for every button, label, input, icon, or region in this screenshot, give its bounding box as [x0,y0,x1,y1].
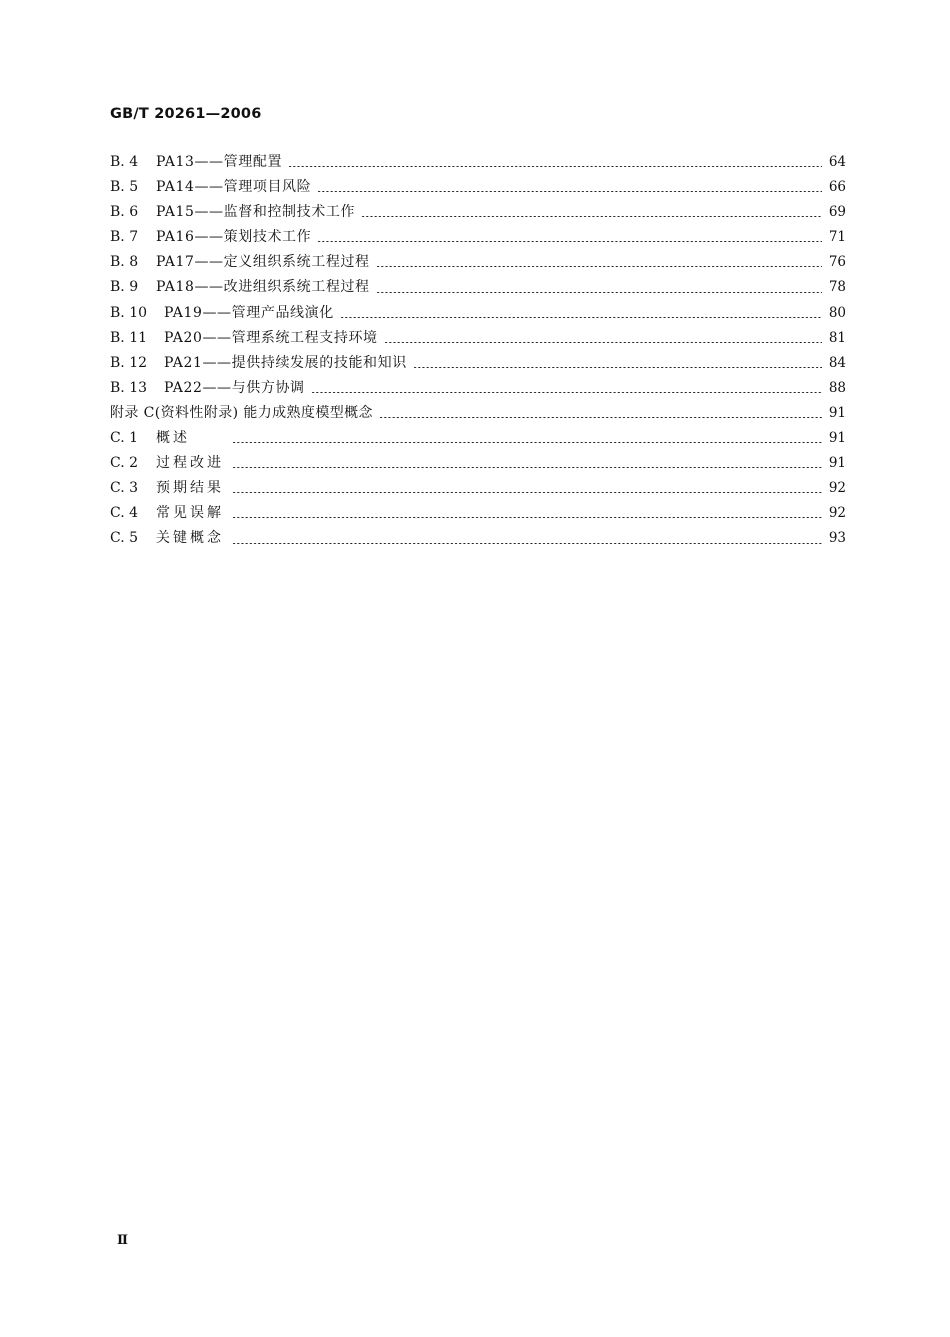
dot-leader [379,417,822,418]
toc-entry-c1[interactable] [110,426,846,451]
dot-leader [288,166,822,167]
toc-entry-title: PA20——管理系统工程支持环境 [164,329,378,346]
toc-entry-c4[interactable] [110,501,846,526]
toc-entry-title: PA14——管理项目风险 [156,179,312,196]
toc-entry-page: 66 [828,179,846,196]
dot-leader [361,216,822,217]
toc-entry-title: PA18——改进组织系统工程过程 [156,279,370,296]
dot-leader [413,367,822,368]
toc-entry-c5[interactable] [110,526,846,551]
toc-entry-title: 过程改进 [156,455,224,472]
toc-entry-title: PA13——管理配置 [156,154,283,170]
page-number-roman: Ⅱ [117,1233,128,1248]
dot-leader [384,342,822,343]
standard-number-header: GB/T 20261—2006 [110,106,262,122]
toc-entry-b8[interactable] [110,250,846,275]
toc-entry-number: C. 1 [110,430,139,447]
toc-entry-page: 93 [828,530,846,547]
toc-entry-page: 81 [828,329,846,346]
dot-leader [376,292,822,293]
dot-leader [317,191,822,192]
dot-leader [232,467,822,468]
dot-leader [340,317,822,318]
toc-entry-b13[interactable] [110,376,846,401]
toc-entry-title: PA22——与供方协调 [164,379,305,396]
toc-entry-title: PA17——定义组织系统工程过程 [156,254,370,271]
dot-leader [232,543,822,544]
toc-entry-page: 78 [828,279,846,296]
toc-entry-page: 76 [828,254,846,271]
toc-entry-number: C. 2 [110,455,139,472]
toc-entry-page: 92 [828,505,846,522]
toc-entry-appendix-c[interactable] [110,401,846,426]
toc-entry-page: 88 [828,379,846,396]
toc-entry-page: 92 [828,480,846,497]
toc-entry-title: 预期结果 [156,480,224,497]
table-of-contents [110,150,846,552]
toc-entry-b4[interactable] [110,150,846,175]
toc-entry-page: 91 [828,404,846,421]
toc-entry-page: 84 [828,354,846,371]
toc-entry-number: B. 8 [110,254,139,271]
dot-leader [311,392,822,393]
toc-entry-b11[interactable] [110,326,846,351]
toc-entry-number: B. 13 [110,379,148,396]
toc-entry-title: PA15——监督和控制技术工作 [156,204,356,221]
dot-leader [232,492,822,493]
toc-entry-page: 64 [828,154,846,170]
toc-entry-number: C. 4 [110,505,139,522]
toc-entry-number: B. 11 [110,329,148,346]
toc-entry-number: B. 9 [110,279,139,296]
dot-leader [317,241,822,242]
toc-entry-number: B. 5 [110,179,139,196]
toc-entry-number: B. 7 [110,229,139,246]
toc-entry-b10[interactable] [110,301,846,326]
toc-entry-title: 附录 C(资料性附录) 能力成熟度模型概念 [110,404,373,421]
toc-entry-page: 91 [828,455,846,472]
toc-entry-c3[interactable] [110,476,846,501]
toc-entry-b6[interactable] [110,200,846,225]
toc-entry-page: 91 [828,430,846,447]
toc-entry-page: 69 [828,204,846,221]
dot-leader [232,517,822,518]
toc-entry-number: C. 3 [110,480,139,497]
toc-entry-number: B. 6 [110,204,139,221]
toc-entry-title: 概述 [156,430,190,447]
toc-entry-b12[interactable] [110,351,846,376]
toc-entry-c2[interactable] [110,451,846,476]
toc-entry-title: PA16——策划技术工作 [156,229,312,246]
toc-entry-page: 80 [828,304,846,321]
toc-entry-number: B. 4 [110,154,139,170]
toc-entry-b5[interactable] [110,175,846,200]
toc-entry-title: PA21——提供持续发展的技能和知识 [164,354,407,371]
toc-entry-title: 关键概念 [156,530,224,547]
dot-leader [232,442,822,443]
toc-entry-number: C. 5 [110,530,139,547]
toc-entry-page: 71 [828,229,846,246]
toc-entry-b9[interactable] [110,275,846,300]
dot-leader [376,266,822,267]
toc-entry-number: B. 10 [110,304,148,321]
toc-entry-b7[interactable] [110,225,846,250]
toc-entry-title: PA19——管理产品线演化 [164,304,334,321]
toc-entry-number: B. 12 [110,354,148,371]
toc-entry-title: 常见误解 [156,505,224,522]
